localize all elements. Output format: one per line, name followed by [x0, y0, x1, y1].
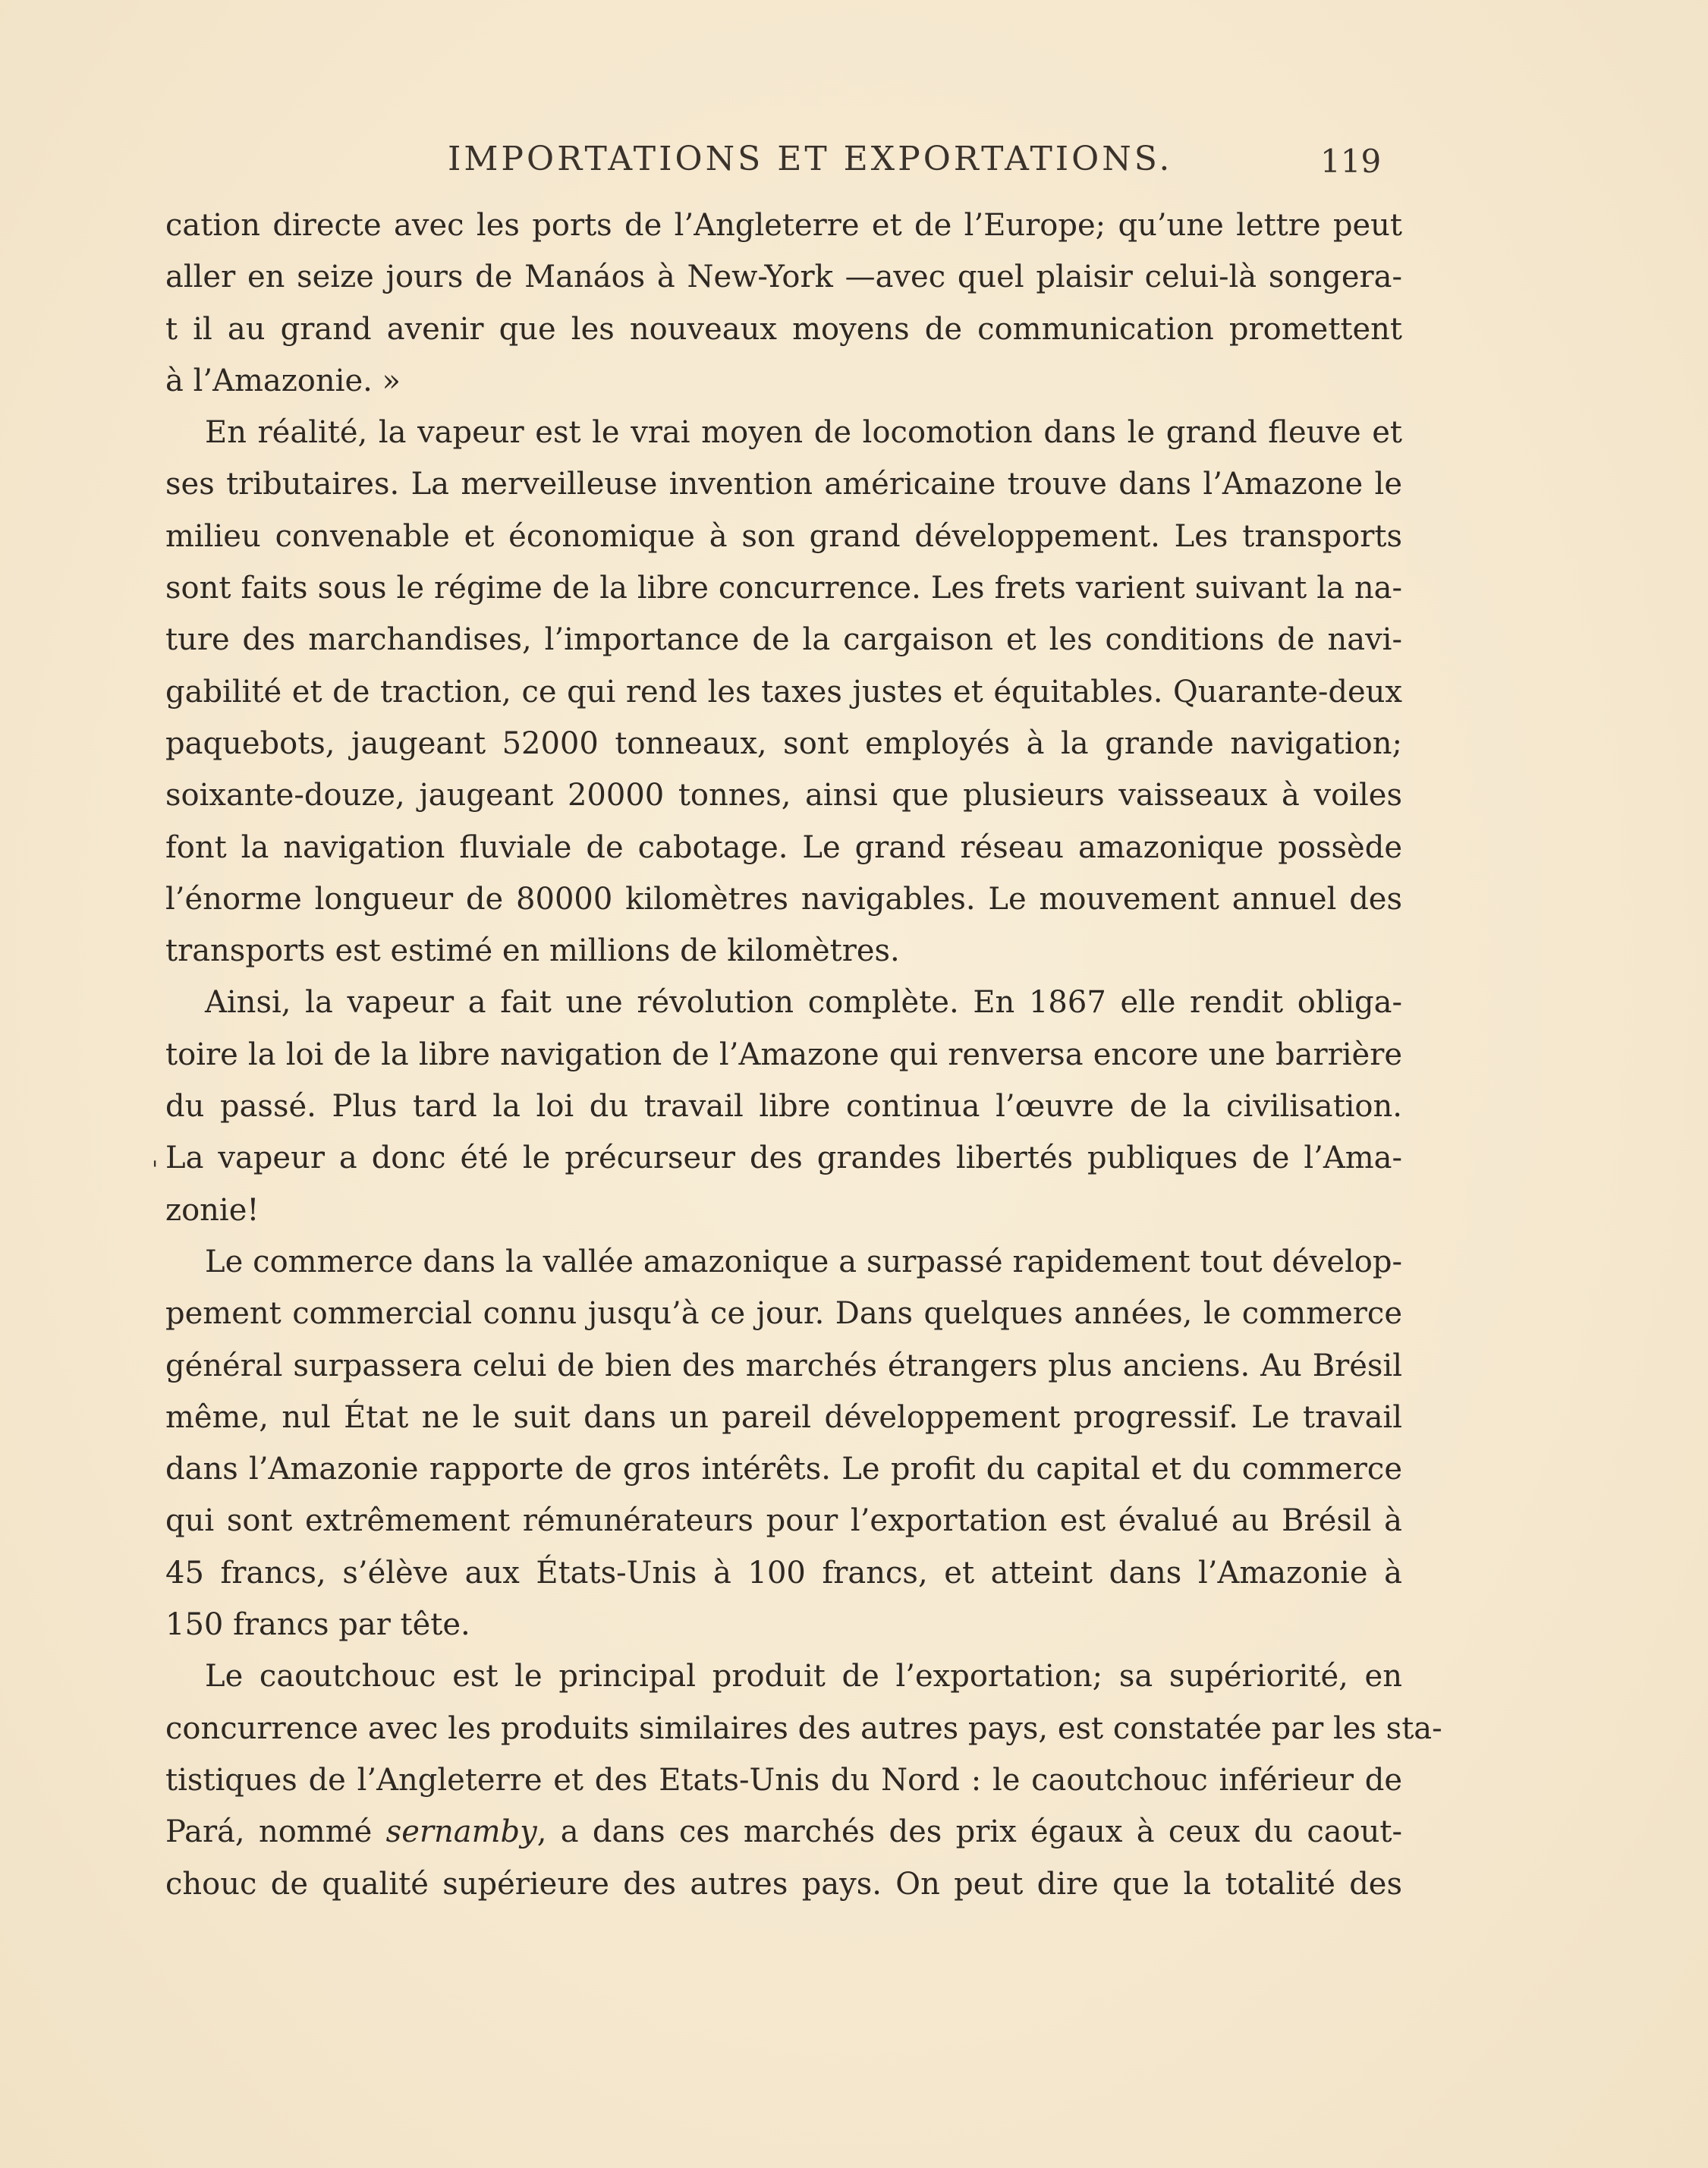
text-line: zonie! [165, 1192, 260, 1228]
text-line: Le caoutchouc est le principal produit de l’exportation; sa supériorité, en [205, 1659, 1402, 1694]
text-line: transports est estimé en millions de kilomètres. [165, 933, 900, 969]
page-number: 119 [1320, 143, 1382, 180]
text-line: soixante-douze, jaugeant 20000 tonnes, ainsi que plusieurs vaisseaux à voiles [165, 778, 1402, 813]
text-after-italic: , a dans ces marchés des prix égaux à ceux du caout- [536, 1814, 1403, 1850]
text-line: même, nul État ne le suit dans un pareil développement progressif. Le travail [165, 1399, 1402, 1435]
text-line: chouc de qualité supérieure des autres pays. On peut dire que la totalité des [165, 1866, 1402, 1902]
text-line: 150 francs par tête. [165, 1607, 470, 1643]
text-line: tistiques de l’Angleterre et des Etats-Unis du Nord : le caoutchouc inférieur de [165, 1762, 1402, 1798]
text-line: t il au grand avenir que les nouveaux moyens de communication promettent [165, 311, 1402, 347]
text-line: Ainsi, la vapeur a fait une révolution complète. En 1867 elle rendit obliga- [205, 985, 1402, 1021]
body-text [165, 200, 1442, 1910]
text-line: concurrence avec les produits similaires des autres pays, est constatée par les sta- [165, 1710, 1442, 1746]
text-before-italic: Pará, nommé [165, 1814, 386, 1850]
text-line: paquebots, jaugeant 52000 tonneaux, sont employés à la grande navigation; [165, 725, 1402, 761]
text-line: ture des marchandises, l’importance de la cargaison et les conditions de navi- [165, 622, 1402, 658]
text-line: En réalité, la vapeur est le vrai moyen de locomotion dans le grand fleuve et [205, 415, 1402, 451]
text-line: général surpassera celui de bien des marchés étrangers plus anciens. Au Brésil [165, 1348, 1402, 1383]
text-line: du passé. Plus tard la loi du travail libre continua l’œuvre de la civilisation. [165, 1089, 1402, 1125]
text-line: font la navigation fluviale de cabotage. Le grand réseau amazonique possède [165, 829, 1402, 865]
text-line: aller en seize jours de Manáos à New-York —avec quel plaisir celui-là songera- [165, 260, 1402, 295]
text-line: La vapeur a donc été le précurseur des grandes libertés publiques de l’Ama- [165, 1141, 1402, 1176]
text-line: gabilité et de traction, ce qui rend les taxes justes et équitables. Quarante-deux [165, 674, 1402, 710]
text-line: cation directe avec les ports de l’Angleterre et de l’Europe; qu’une lettre peut [165, 208, 1402, 243]
text-line: à l’Amazonie. » [165, 363, 401, 398]
text-line: milieu convenable et économique à son grand développement. Les transports [165, 518, 1402, 554]
text-line: Le commerce dans la vallée amazonique a surpassé rapidement tout dévelop- [205, 1244, 1402, 1279]
italic-term: sernamby [385, 1814, 537, 1850]
text-line: pement commercial connu jusqu’à ce jour. Dans quelques années, le commerce [165, 1296, 1402, 1332]
text-line: l’énorme longueur de 80000 kilomètres navigables. Le mouvement annuel des [165, 881, 1402, 917]
margin-mark: ' [152, 1156, 159, 1183]
text-line: qui sont extrêmement rémunérateurs pour l’exportation est évalué au Brésil à [165, 1503, 1402, 1539]
text-line: toire la loi de la libre navigation de l’Amazone qui renversa encore une barrière [165, 1037, 1402, 1072]
text-line: 45 francs, s’élève aux États-Unis à 100 francs, et atteint dans l’Amazonie à [165, 1555, 1402, 1591]
text-line-with-italic [165, 1806, 1402, 1858]
text-line: dans l’Amazonie rapporte de gros intérêts. Le profit du capital et du commerce [165, 1452, 1402, 1487]
text-line: ses tributaires. La merveilleuse invention américaine trouve dans l’Amazone le [165, 467, 1402, 502]
text-line: sont faits sous le régime de la libre concurrence. Les frets varient suivant la na- [165, 571, 1402, 606]
running-head-title: IMPORTATIONS ET EXPORTATIONS. [448, 140, 1173, 178]
